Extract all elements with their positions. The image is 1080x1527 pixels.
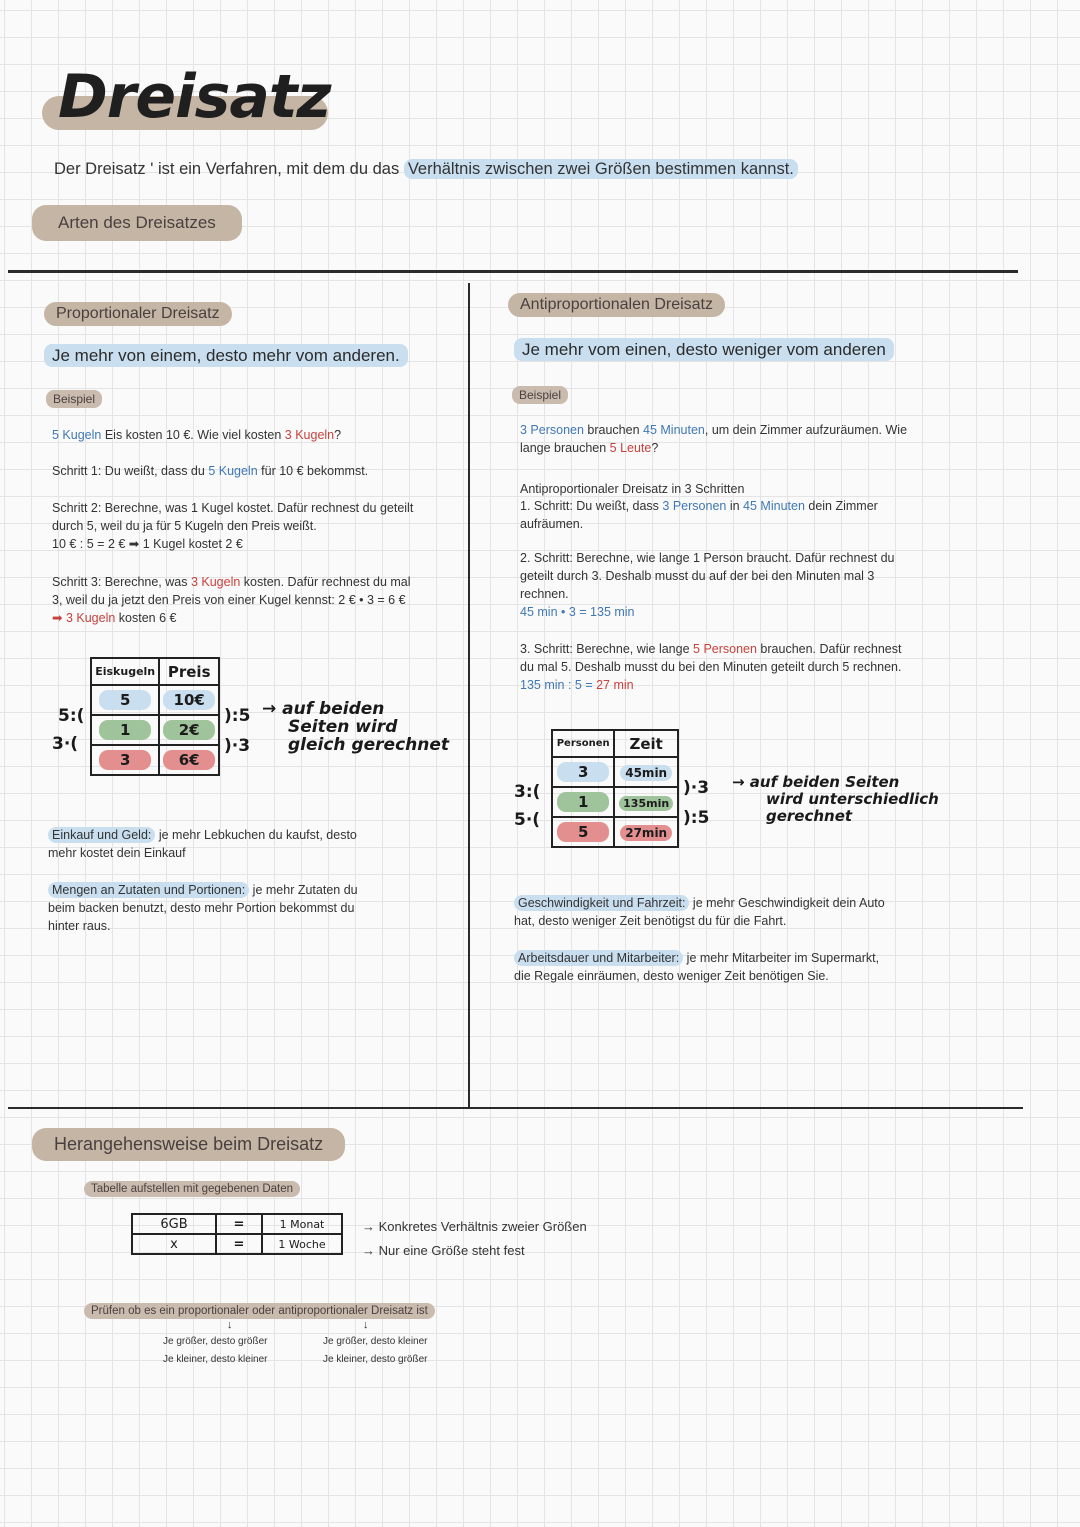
right-table-cell: 1 bbox=[552, 787, 614, 817]
right-application-1: Geschwindigkeit und Fahrzeit: je mehr Geschwindigkeit dein Auto hat, desto weniger Zeit benötigst du für die Fahrt. bbox=[514, 896, 885, 928]
left-hand-table bbox=[90, 657, 220, 776]
right-hand-table bbox=[551, 729, 679, 848]
approach-notes: → Konkretes Verhältnis zweier Größen → Nur eine Größe steht fest bbox=[362, 1219, 587, 1258]
approach-table-cell: 6GB bbox=[132, 1214, 216, 1234]
approach-heading: Herangehensweise beim Dreisatz bbox=[32, 1128, 345, 1161]
right-table-cell: 5 bbox=[552, 817, 614, 847]
arrow-down-icon: ↓ bbox=[227, 1319, 233, 1331]
right-step1: 1. Schritt: Du weißt, dass 3 Personen in 45 Minuten dein Zimmer aufräumen. bbox=[520, 499, 878, 531]
antiproportional-rules: Je größer, desto kleiner Je kleiner, desto größer bbox=[323, 1336, 428, 1365]
right-table-header: Zeit bbox=[614, 730, 678, 757]
left-table-header: Eiskugeln bbox=[91, 658, 159, 685]
right-table-cell: 135min bbox=[614, 787, 678, 817]
left-op-1: 5:( bbox=[58, 706, 85, 726]
left-step1: Schritt 1: Du weißt, dass du 5 Kugeln für 10 € bekommst. bbox=[52, 464, 369, 478]
left-heading: Proportionaler Dreisatz bbox=[44, 302, 232, 326]
left-table-header: Preis bbox=[159, 658, 219, 685]
left-table-cell: 1 bbox=[91, 715, 159, 745]
left-table-cell: 5 bbox=[91, 685, 159, 715]
right-table-cell: 27min bbox=[614, 817, 678, 847]
bottom-rule bbox=[8, 1107, 1023, 1109]
right-op-1: 3:( bbox=[514, 782, 541, 802]
right-op-3: )·3 bbox=[683, 778, 710, 798]
approach-table-cell: x bbox=[132, 1234, 216, 1254]
left-op-4: )·3 bbox=[224, 736, 251, 756]
left-table-cell: 2€ bbox=[159, 715, 219, 745]
approach-table-cell: 1 Woche bbox=[262, 1234, 342, 1254]
top-rule bbox=[8, 270, 1018, 273]
right-heading: Antiproportionalen Dreisatz bbox=[508, 293, 725, 317]
arrow-down-icon: ↓ bbox=[363, 1319, 369, 1331]
right-table-header: Personen bbox=[552, 730, 614, 757]
approach-table-cell: = bbox=[216, 1214, 262, 1234]
right-step2: 2. Schritt: Berechne, wie lange 1 Person braucht. Dafür rechnest du geteilt durch 3. Deshalb musst du auf der bei den Minuten mal 3 rechnen. 45 min • 3 = 135 min bbox=[520, 551, 895, 619]
approach-table-cell: 1 Monat bbox=[262, 1214, 342, 1234]
approach-table-cell: = bbox=[216, 1234, 262, 1254]
page-title: Dreisatz bbox=[58, 62, 331, 132]
right-op-2: 5·( bbox=[514, 810, 541, 830]
left-table-cell: 10€ bbox=[159, 685, 219, 715]
left-subtitle: Je mehr von einem, desto mehr vom anderen. bbox=[44, 346, 408, 366]
left-op-3: ):5 bbox=[224, 706, 251, 726]
left-application-1: Einkauf und Geld: je mehr Lebkuchen du kaufst, desto mehr kostet dein Einkauf bbox=[48, 828, 357, 860]
left-table-note: → auf beiden Seiten wird gleich gerechnet bbox=[262, 699, 450, 755]
right-table-note: → auf beiden Seiten wird unterschiedlich gerechnet bbox=[732, 773, 939, 825]
right-step3: 3. Schritt: Berechne, wie lange 5 Personen brauchen. Dafür rechnest du mal 5. Deshalb musst du bei den Minuten geteilt durch 5 rechnen. 135 min : 5 = 27 min bbox=[520, 642, 902, 692]
left-question: 5 Kugeln Eis kosten 10 €. Wie viel kosten 3 Kugeln? bbox=[52, 428, 342, 442]
right-subtitle: Je mehr vom einen, desto weniger vom anderen bbox=[514, 340, 894, 360]
left-application-2: Mengen an Zutaten und Portionen: je mehr Zutaten du beim backen benutzt, desto mehr Portion bekommst du hinter raus. bbox=[48, 883, 358, 933]
left-example-label: Beispiel bbox=[46, 390, 102, 408]
approach-table bbox=[131, 1213, 343, 1255]
intro-text: Der Dreisatz ' ist ein Verfahren, mit dem du das Verhältnis zwischen zwei Größen bestimmen kannst. bbox=[54, 160, 798, 179]
left-step3: Schritt 3: Berechne, was 3 Kugeln kosten. Dafür rechnest du mal 3, weil du ja jetzt den Preis von einer Kugel kennst: 2 € • 3 = 6 € ➡ 3 Kugeln kosten 6 € bbox=[52, 575, 411, 625]
right-question: 3 Personen brauchen 45 Minuten, um dein Zimmer aufzuräumen. Wie lange brauchen 5 Leute? bbox=[520, 423, 908, 455]
types-pill: Arten des Dreisatzes bbox=[32, 205, 242, 241]
center-rule bbox=[468, 283, 470, 1108]
approach-step1: Tabelle aufstellen mit gegebenen Daten bbox=[84, 1181, 300, 1197]
approach-step2: Prüfen ob es ein proportionaler oder antiproportionaler Dreisatz ist bbox=[84, 1303, 435, 1319]
left-table-cell: 3 bbox=[91, 745, 159, 775]
intro-highlight: Verhältnis zwischen zwei Größen bestimmen kannst. bbox=[404, 159, 798, 179]
left-table-cell: 6€ bbox=[159, 745, 219, 775]
right-application-2: Arbeitsdauer und Mitarbeiter: je mehr Mitarbeiter im Supermarkt, die Regale einräumen, desto weniger Zeit benötigen Sie. bbox=[514, 951, 880, 983]
right-example-label: Beispiel bbox=[512, 386, 568, 404]
right-steps-intro: Antiproportionaler Dreisatz in 3 Schritten bbox=[520, 482, 745, 496]
left-step2: Schritt 2: Berechne, was 1 Kugel kostet. Dafür rechnest du geteilt durch 5, weil du ja für 5 Kugeln den Preis weißt. 10 € : 5 = 2 € ➡ 1 Kugel kostet 2 € bbox=[52, 501, 414, 551]
left-op-2: 3·( bbox=[52, 734, 79, 754]
right-table-cell: 45min bbox=[614, 757, 678, 787]
right-table-cell: 3 bbox=[552, 757, 614, 787]
proportional-rules: Je größer, desto größer Je kleiner, desto kleiner bbox=[163, 1336, 268, 1365]
right-op-4: ):5 bbox=[683, 808, 710, 828]
